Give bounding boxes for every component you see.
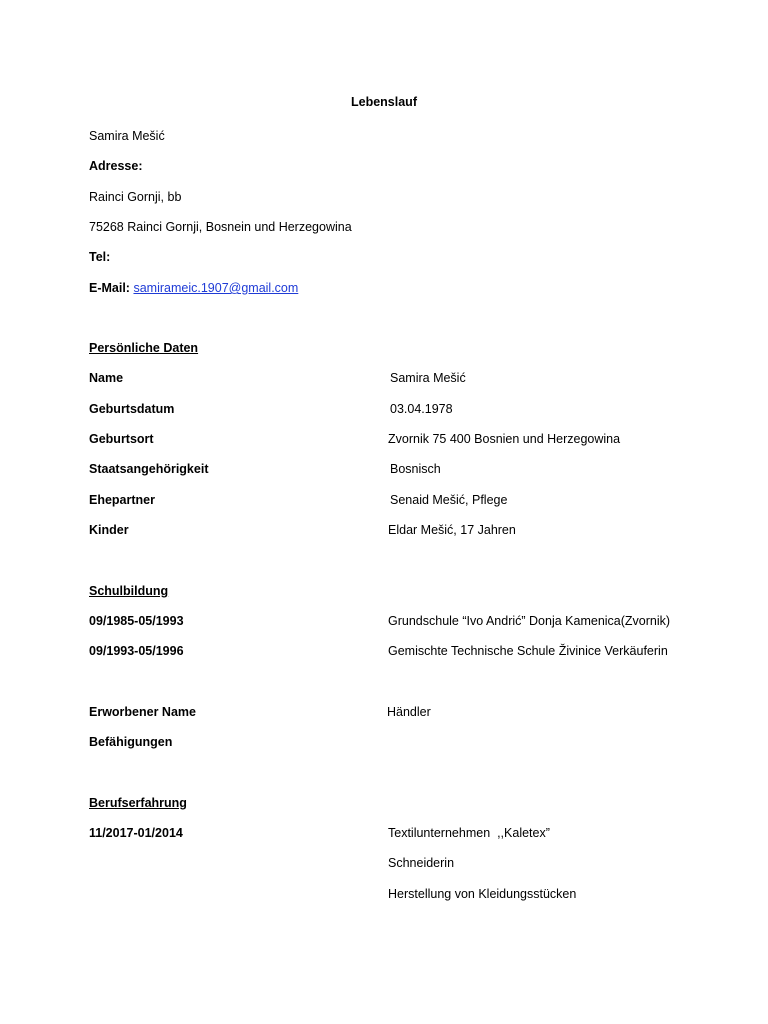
acquired-title-value: Händler bbox=[387, 705, 431, 719]
acquired-title-label: Erworbener Name bbox=[89, 705, 196, 719]
experience-company: Textilunternehmen ,,Kaletex” bbox=[388, 826, 550, 840]
email-label: E-Mail: bbox=[89, 281, 130, 295]
experience-period: 11/2017-01/2014 bbox=[89, 826, 183, 840]
personal-label-spouse: Ehepartner bbox=[89, 493, 155, 507]
address-label: Adresse: bbox=[89, 159, 143, 173]
personal-label-name: Name bbox=[89, 371, 124, 385]
experience-description: Herstellung von Kleidungsstücken bbox=[388, 887, 577, 901]
school-name-2: Gemischte Technische Schule Živinice Verkäuferin bbox=[388, 644, 668, 658]
personal-label-nationality: Staatsangehörigkeit bbox=[89, 462, 209, 476]
personal-value-children: Eldar Mešić, 17 Jahren bbox=[388, 523, 516, 537]
personal-value-name: Samira Mešić bbox=[390, 371, 466, 385]
skills-label: Befähigungen bbox=[89, 735, 173, 749]
personal-value-birthplace: Zvornik 75 400 Bosnien und Herzegowina bbox=[388, 432, 621, 446]
school-name-1: Grundschule “Ivo Andrić” Donja Kamenica(Zvornik) bbox=[388, 614, 671, 628]
personal-data-heading: Persönliche Daten bbox=[89, 341, 199, 355]
experience-position: Schneiderin bbox=[388, 856, 455, 870]
email-row bbox=[89, 280, 298, 296]
personal-value-nationality: Bosnisch bbox=[390, 462, 441, 476]
document-title: Lebenslauf bbox=[351, 95, 417, 109]
personal-label-children: Kinder bbox=[89, 523, 129, 537]
school-heading: Schulbildung bbox=[89, 584, 169, 598]
email-link[interactable]: samirameic.1907@gmail.com bbox=[133, 281, 299, 295]
experience-heading: Berufserfahrung bbox=[89, 796, 187, 810]
address-line-1: Rainci Gornji, bb bbox=[89, 190, 182, 204]
tel-label: Tel: bbox=[89, 250, 111, 264]
personal-value-birthdate: 03.04.1978 bbox=[390, 402, 453, 416]
school-period-1: 09/1985-05/1993 bbox=[89, 614, 184, 628]
personal-value-spouse: Senaid Mešić, Pflege bbox=[390, 493, 508, 507]
address-line-2: 75268 Rainci Gornji, Bosnein und Herzegowina bbox=[89, 220, 352, 234]
personal-label-birthplace: Geburtsort bbox=[89, 432, 154, 446]
personal-label-birthdate: Geburtsdatum bbox=[89, 402, 175, 416]
school-period-2: 09/1993-05/1996 bbox=[89, 644, 184, 658]
applicant-name: Samira Mešić bbox=[89, 129, 165, 143]
